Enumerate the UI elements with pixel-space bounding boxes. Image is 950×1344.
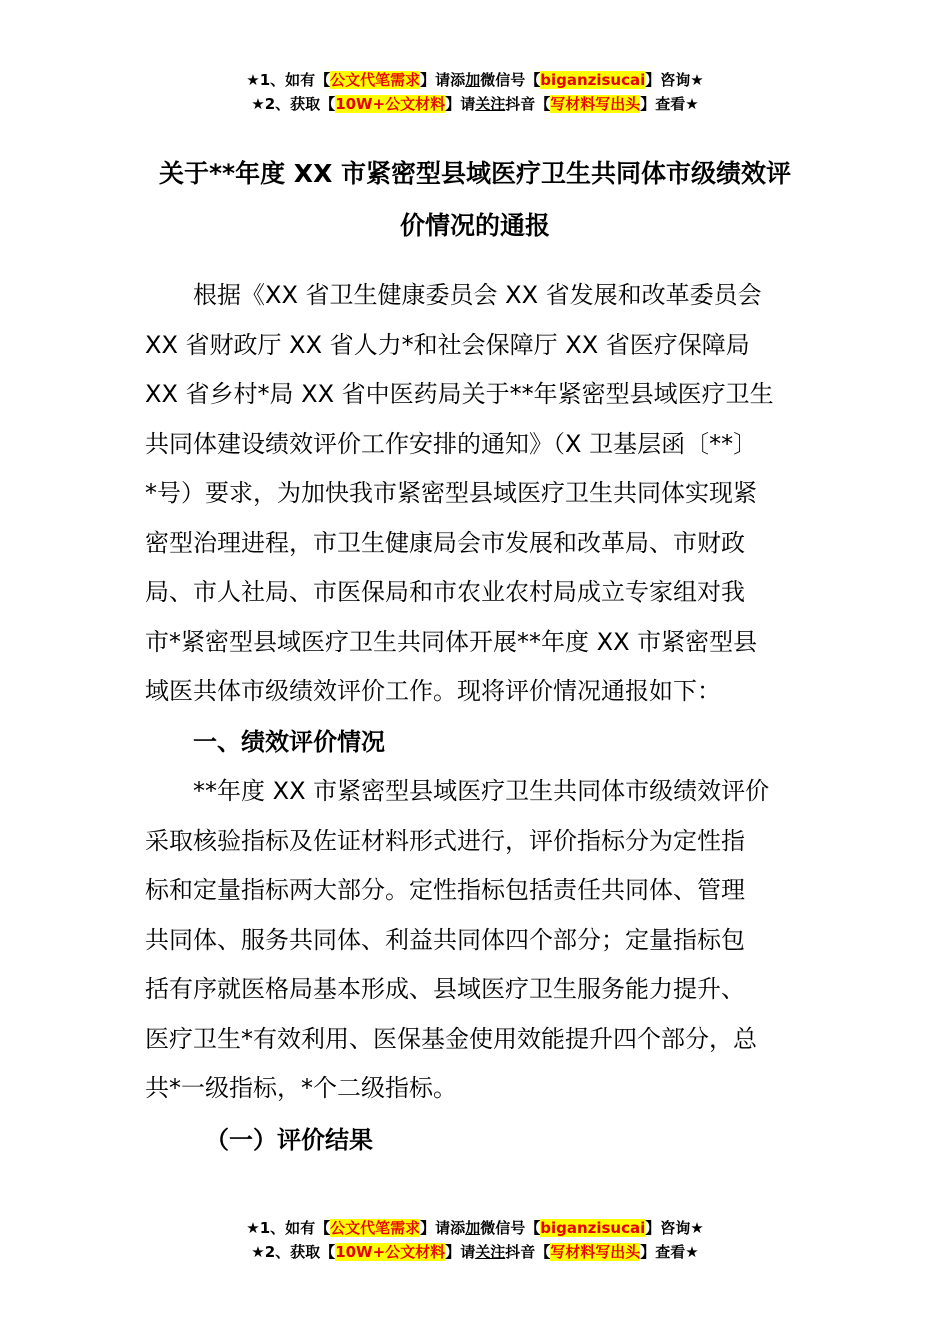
intro-paragraph bbox=[145, 271, 810, 717]
paragraph-line: 共同体、服务共同体、利益共同体四个部分；定量指标包 bbox=[145, 925, 745, 954]
paragraph-line: 市*紧密型县域医疗卫生共同体开展**年度 XX 市紧密型县 bbox=[145, 627, 758, 656]
header-banner-line-1: ★1、如有【公文代笔需求】请添加微信号【biganzisucai】咨询★ bbox=[246, 71, 704, 89]
paragraph-line: 根据《XX 省卫生健康委员会 XX 省发展和改革委员会 bbox=[193, 281, 762, 309]
highlight-ghostwriting: 公文代笔需求 bbox=[330, 71, 421, 89]
paragraph-line: 密型治理进程，市卫生健康局会市发展和改革局、市财政 bbox=[145, 528, 745, 557]
paragraph-line: 标和定量指标两大部分。定性指标包括责任共同体、管理 bbox=[145, 876, 745, 904]
title-line-2: 价情况的通报 bbox=[399, 211, 550, 240]
highlight-wechat-id: biganzisucai bbox=[540, 1219, 646, 1237]
highlight-materials: 10W+公文材料 bbox=[335, 95, 446, 113]
paragraph-line: *号）要求，为加快我市紧密型县域医疗卫生共同体实现紧 bbox=[145, 479, 757, 507]
subsection-heading-results: （一）评价结果 bbox=[205, 1126, 373, 1154]
title-line-1: 关于**年度 XX 市紧密型县域医疗卫生共同体市级绩效评 bbox=[158, 159, 792, 188]
paragraph-line: 局、市人社局、市医保局和市农业农村局成立专家组对我 bbox=[145, 578, 745, 606]
paragraph-line: 医疗卫生*有效利用、医保基金使用效能提升四个部分，总 bbox=[145, 1024, 757, 1053]
highlight-douyin-account: 写材料写出头 bbox=[550, 1243, 641, 1261]
paragraph-line: 域医共体市级绩效评价工作。现将评价情况通报如下： bbox=[145, 677, 721, 705]
highlight-materials: 10W+公文材料 bbox=[335, 1243, 446, 1261]
paragraph-line: **年度 XX 市紧密型县域医疗卫生共同体市级绩效评价 bbox=[193, 777, 770, 805]
evaluation-paragraph bbox=[145, 767, 810, 1114]
paragraph-line: 共同体建设绩效评价工作安排的通知》（X 卫基层函〔**〕 bbox=[145, 429, 758, 458]
section-heading-1: 一、绩效评价情况 bbox=[193, 728, 385, 756]
paragraph-line: 共*一级指标，*个二级指标。 bbox=[145, 1074, 457, 1102]
header-banner-line-2: ★2、获取【10W+公文材料】请关注抖音【写材料写出头】查看★ bbox=[251, 95, 699, 113]
header-banner bbox=[0, 68, 950, 116]
highlight-douyin-account: 写材料写出头 bbox=[550, 95, 641, 113]
paragraph-line: 采取核验指标及佐证材料形式进行，评价指标分为定性指 bbox=[145, 826, 745, 855]
paragraph-line: XX 省乡村*局 XX 省中医药局关于**年紧密型县域医疗卫生 bbox=[145, 380, 774, 408]
paragraph-line: XX 省财政厅 XX 省人力*和社会保障厅 XX 省医疗保障局 bbox=[145, 330, 750, 359]
highlight-ghostwriting: 公文代笔需求 bbox=[330, 1219, 421, 1237]
document-title bbox=[140, 148, 810, 252]
paragraph-line: 括有序就医格局基本形成、县域医疗卫生服务能力提升、 bbox=[145, 975, 745, 1003]
footer-banner-line-1: ★1、如有【公文代笔需求】请添加微信号【biganzisucai】咨询★ bbox=[246, 1219, 704, 1237]
footer-banner-line-2: ★2、获取【10W+公文材料】请关注抖音【写材料写出头】查看★ bbox=[251, 1243, 699, 1261]
footer-banner bbox=[0, 1216, 950, 1264]
highlight-wechat-id: biganzisucai bbox=[540, 71, 646, 89]
